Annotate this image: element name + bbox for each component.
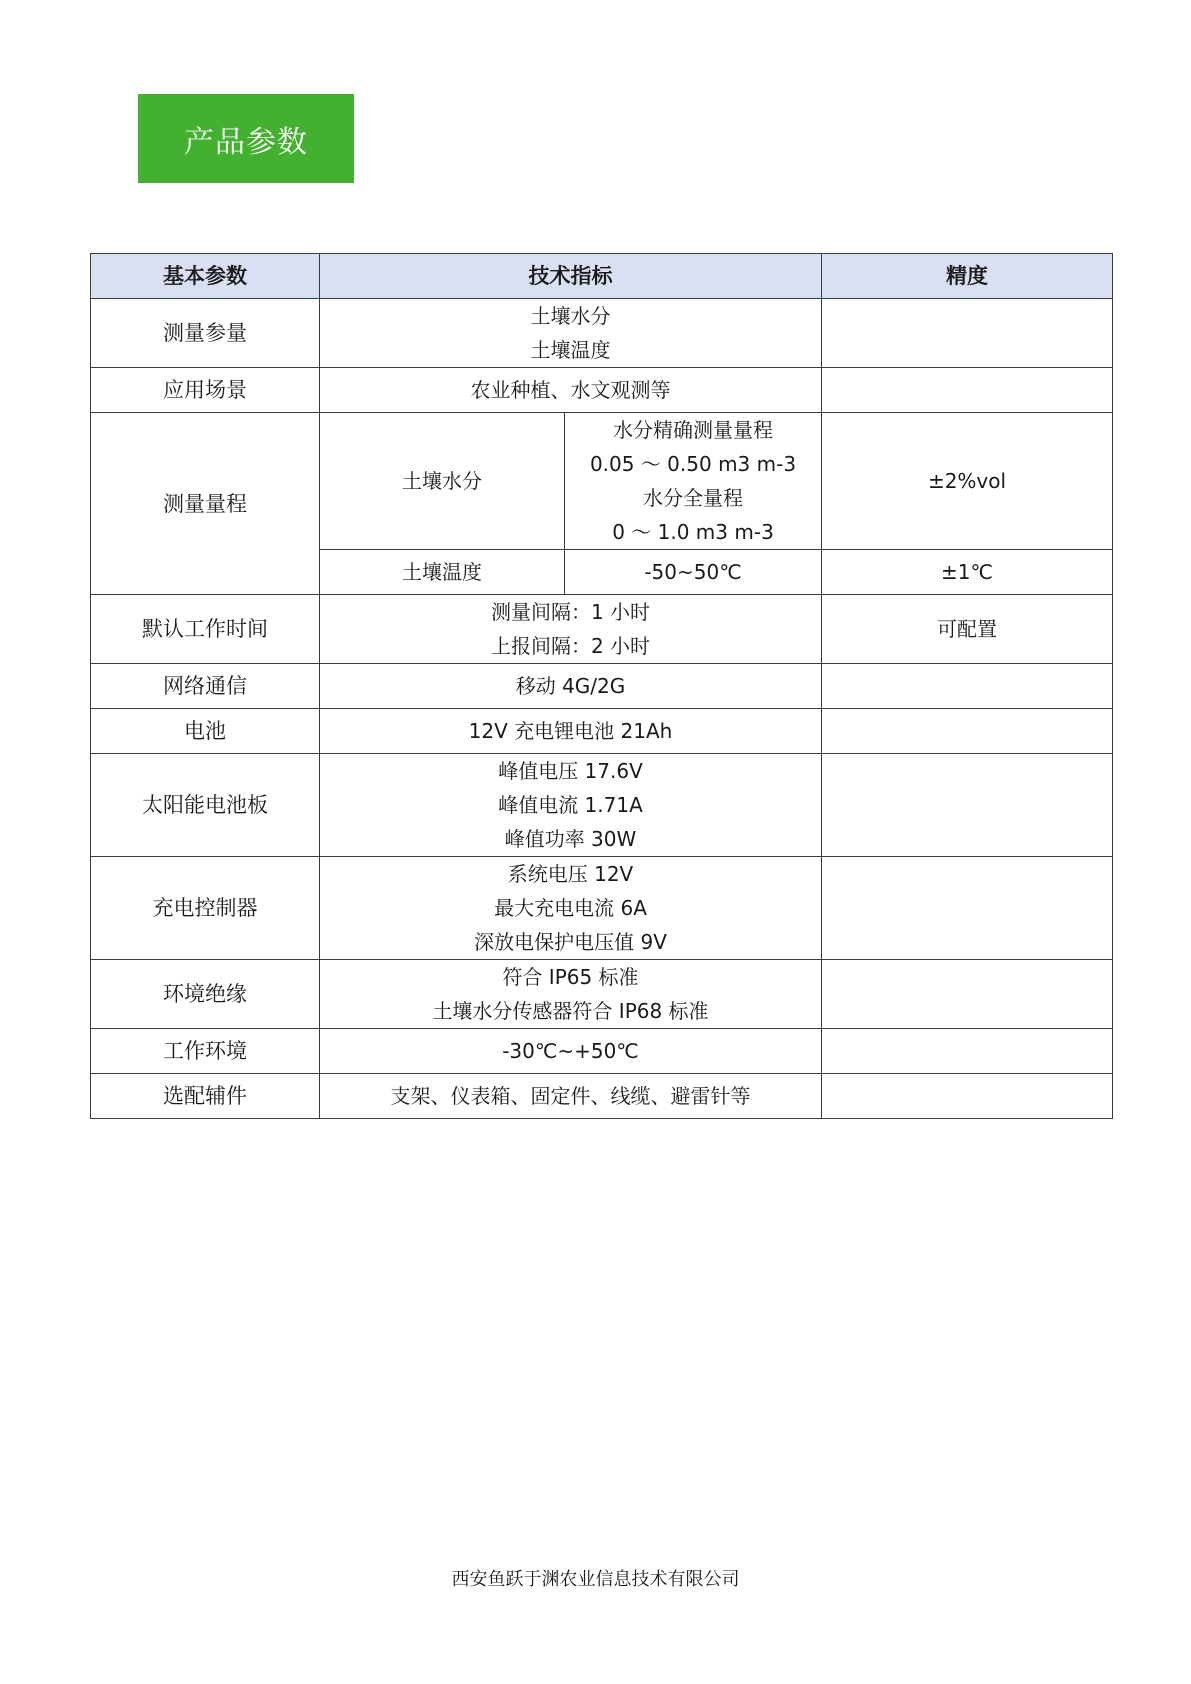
row-precision xyxy=(822,754,1113,857)
row-precision xyxy=(822,960,1113,1029)
range-moisture-label: 土壤水分 xyxy=(320,413,565,550)
row-label: 默认工作时间 xyxy=(91,595,320,664)
range-temperature-precision: ±1℃ xyxy=(822,550,1113,595)
table-row xyxy=(91,960,1113,1029)
row-label: 工作环境 xyxy=(91,1029,320,1074)
row-value: 峰值电压 17.6V 峰值电流 1.71A 峰值功率 30W xyxy=(320,754,822,857)
row-value: 农业种植、水文观测等 xyxy=(320,368,822,413)
footer-company-name: 西安鱼跃于渊农业信息技术有限公司 xyxy=(451,1569,740,1590)
range-moisture-precision: ±2%vol xyxy=(822,413,1113,550)
row-precision xyxy=(822,299,1113,368)
row-precision xyxy=(822,368,1113,413)
row-label: 环境绝缘 xyxy=(91,960,320,1029)
table-row xyxy=(91,413,1113,550)
row-precision xyxy=(822,1074,1113,1119)
table-row xyxy=(91,664,1113,709)
row-label: 太阳能电池板 xyxy=(91,754,320,857)
header-tech-specs: 技术指标 xyxy=(320,254,822,299)
row-value: 移动 4G/2G xyxy=(320,664,822,709)
header-precision: 精度 xyxy=(822,254,1113,299)
row-label: 选配辅件 xyxy=(91,1074,320,1119)
row-label: 应用场景 xyxy=(91,368,320,413)
table-row xyxy=(91,368,1113,413)
table-row xyxy=(91,1029,1113,1074)
row-precision: 可配置 xyxy=(822,595,1113,664)
row-value: 支架、仪表箱、固定件、线缆、避雷针等 xyxy=(320,1074,822,1119)
row-precision xyxy=(822,1029,1113,1074)
row-label: 测量量程 xyxy=(91,413,320,595)
table-row xyxy=(91,709,1113,754)
row-precision xyxy=(822,664,1113,709)
row-value: 土壤水分 土壤温度 xyxy=(320,299,822,368)
range-moisture-value: 水分精确测量量程 0.05 ～ 0.50 m3 m-3 水分全量程 0 ～ 1.0 m3 m-3 xyxy=(565,413,822,550)
row-label: 网络通信 xyxy=(91,664,320,709)
row-label: 测量参量 xyxy=(91,299,320,368)
row-precision xyxy=(822,709,1113,754)
row-value: 测量间隔：1 小时 上报间隔：2 小时 xyxy=(320,595,822,664)
page-title: 产品参数 xyxy=(138,94,354,183)
range-temperature-value: -50~50℃ xyxy=(565,550,822,595)
row-value: -30℃~+50℃ xyxy=(320,1029,822,1074)
row-value: 符合 IP65 标准 土壤水分传感器符合 IP68 标准 xyxy=(320,960,822,1029)
table-row xyxy=(91,299,1113,368)
row-precision xyxy=(822,857,1113,960)
row-label: 电池 xyxy=(91,709,320,754)
header-basic-params: 基本参数 xyxy=(91,254,320,299)
range-temperature-label: 土壤温度 xyxy=(320,550,565,595)
table-row xyxy=(91,595,1113,664)
spec-table xyxy=(90,253,1113,1119)
row-value: 12V 充电锂电池 21Ah xyxy=(320,709,822,754)
row-label: 充电控制器 xyxy=(91,857,320,960)
row-value: 系统电压 12V 最大充电电流 6A 深放电保护电压值 9V xyxy=(320,857,822,960)
table-row xyxy=(91,1074,1113,1119)
table-row xyxy=(91,754,1113,857)
table-row xyxy=(91,857,1113,960)
table-header-row xyxy=(91,254,1113,299)
